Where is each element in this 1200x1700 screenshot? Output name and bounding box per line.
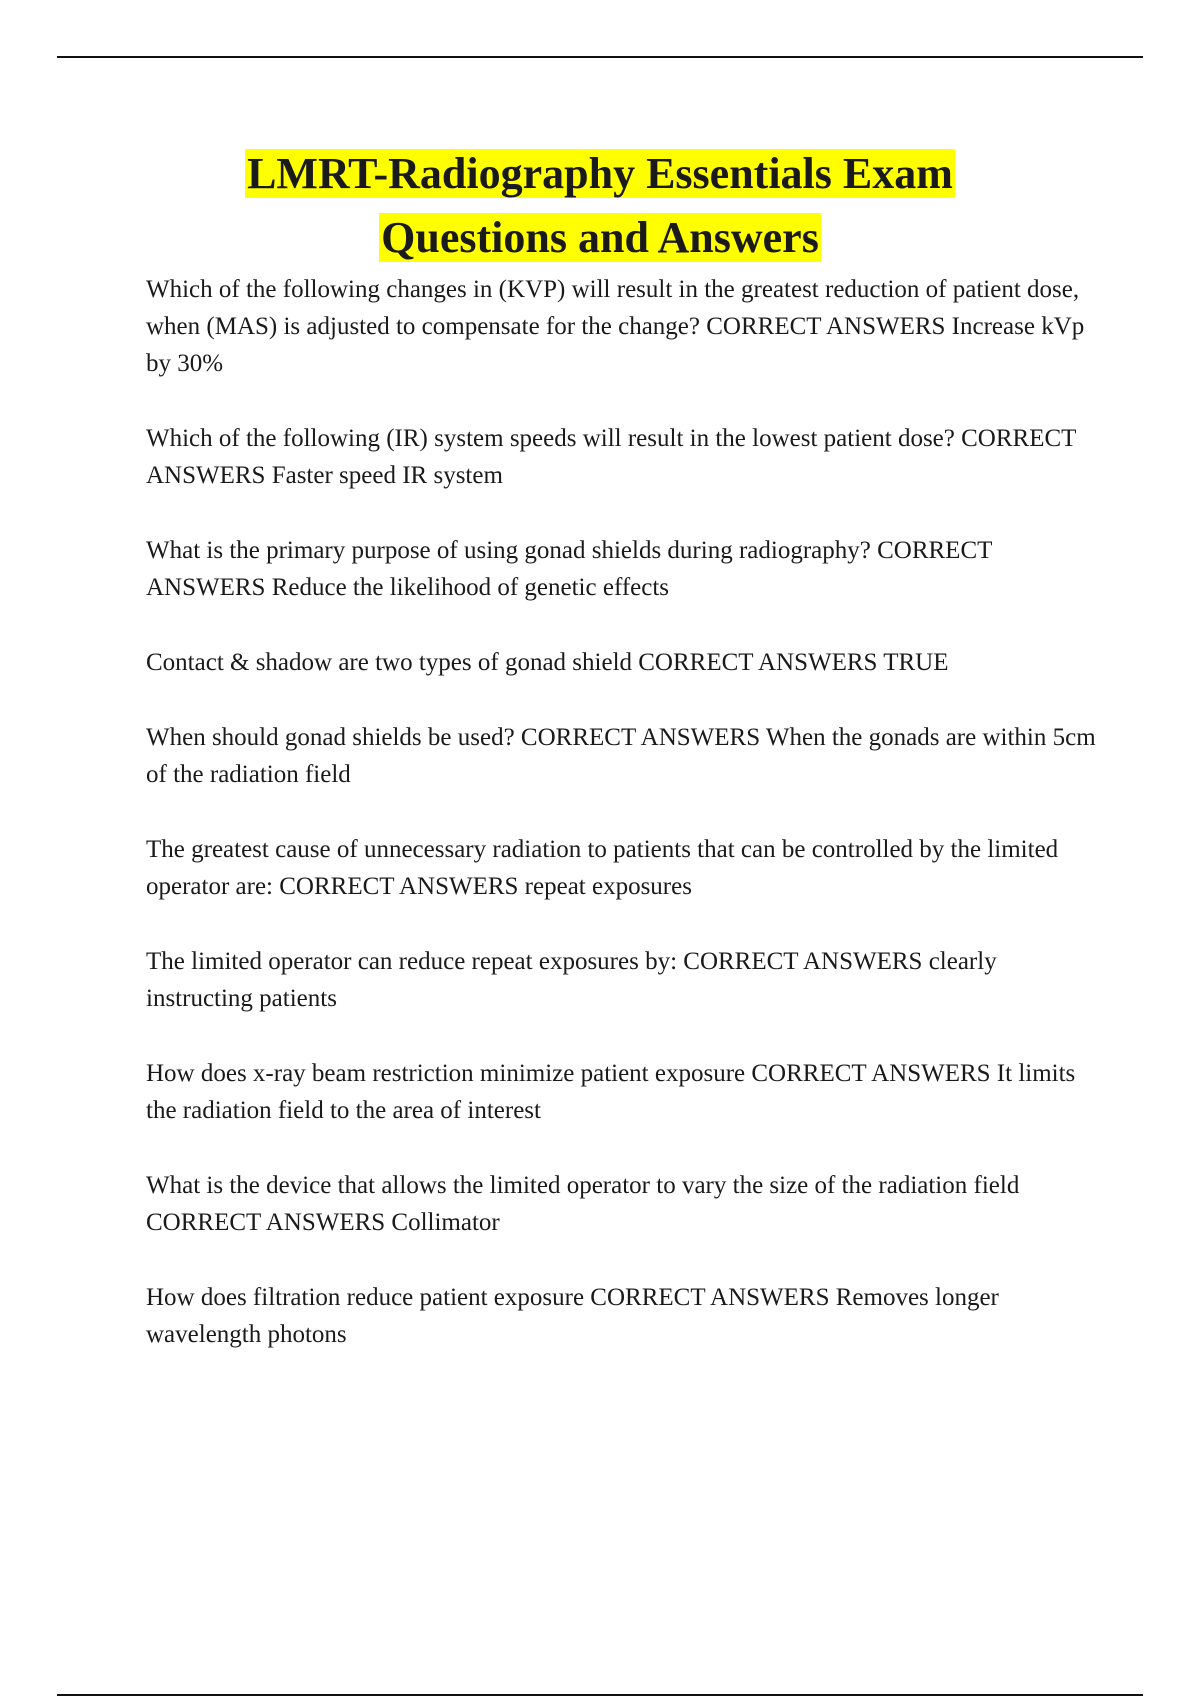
- top-divider: [57, 56, 1143, 58]
- qa-list: [146, 271, 1096, 1391]
- bottom-divider: [57, 1694, 1143, 1696]
- qa-item-6: The greatest cause of unnecessary radiation to patients that can be controlled by the limited operator are: CORRECT ANSWERS repeat exposures: [146, 836, 1059, 900]
- qa-item-7: The limited operator can reduce repeat exposures by: CORRECT ANSWERS clearly instructing patients: [146, 948, 997, 1012]
- title-line-2-text: Questions and Answers: [381, 213, 819, 262]
- qa-item-4: Contact & shadow are two types of gonad shield CORRECT ANSWERS TRUE: [146, 649, 949, 676]
- title-line-1-text: LMRT-Radiography Essentials Exam: [247, 149, 953, 198]
- document-title: [0, 142, 1200, 270]
- qa-item-3: What is the primary purpose of using gonad shields during radiography? CORRECT ANSWERS Reduce the likelihood of genetic effects: [146, 537, 992, 601]
- qa-item-10: How does filtration reduce patient exposure CORRECT ANSWERS Removes longer wavelength photons: [146, 1284, 999, 1348]
- title-line-2: [0, 206, 1200, 270]
- qa-item-8: How does x-ray beam restriction minimize patient exposure CORRECT ANSWERS It limits the radiation field to the area of interest: [146, 1060, 1076, 1124]
- qa-item-5: When should gonad shields be used? CORRECT ANSWERS When the gonads are within 5cm of the radiation field: [146, 724, 1096, 788]
- qa-item-9: What is the device that allows the limited operator to vary the size of the radiation field CORRECT ANSWERS Collimator: [146, 1172, 1020, 1236]
- qa-item-1: Which of the following changes in (KVP) will result in the greatest reduction of patient dose, when (MAS) is adjusted to compensate for the change? CORRECT ANSWERS Increase kVp by 30%: [146, 276, 1085, 377]
- qa-item-2: Which of the following (IR) system speeds will result in the lowest patient dose? CORRECT ANSWERS Faster speed IR system: [146, 425, 1076, 489]
- title-line-1: [0, 142, 1200, 206]
